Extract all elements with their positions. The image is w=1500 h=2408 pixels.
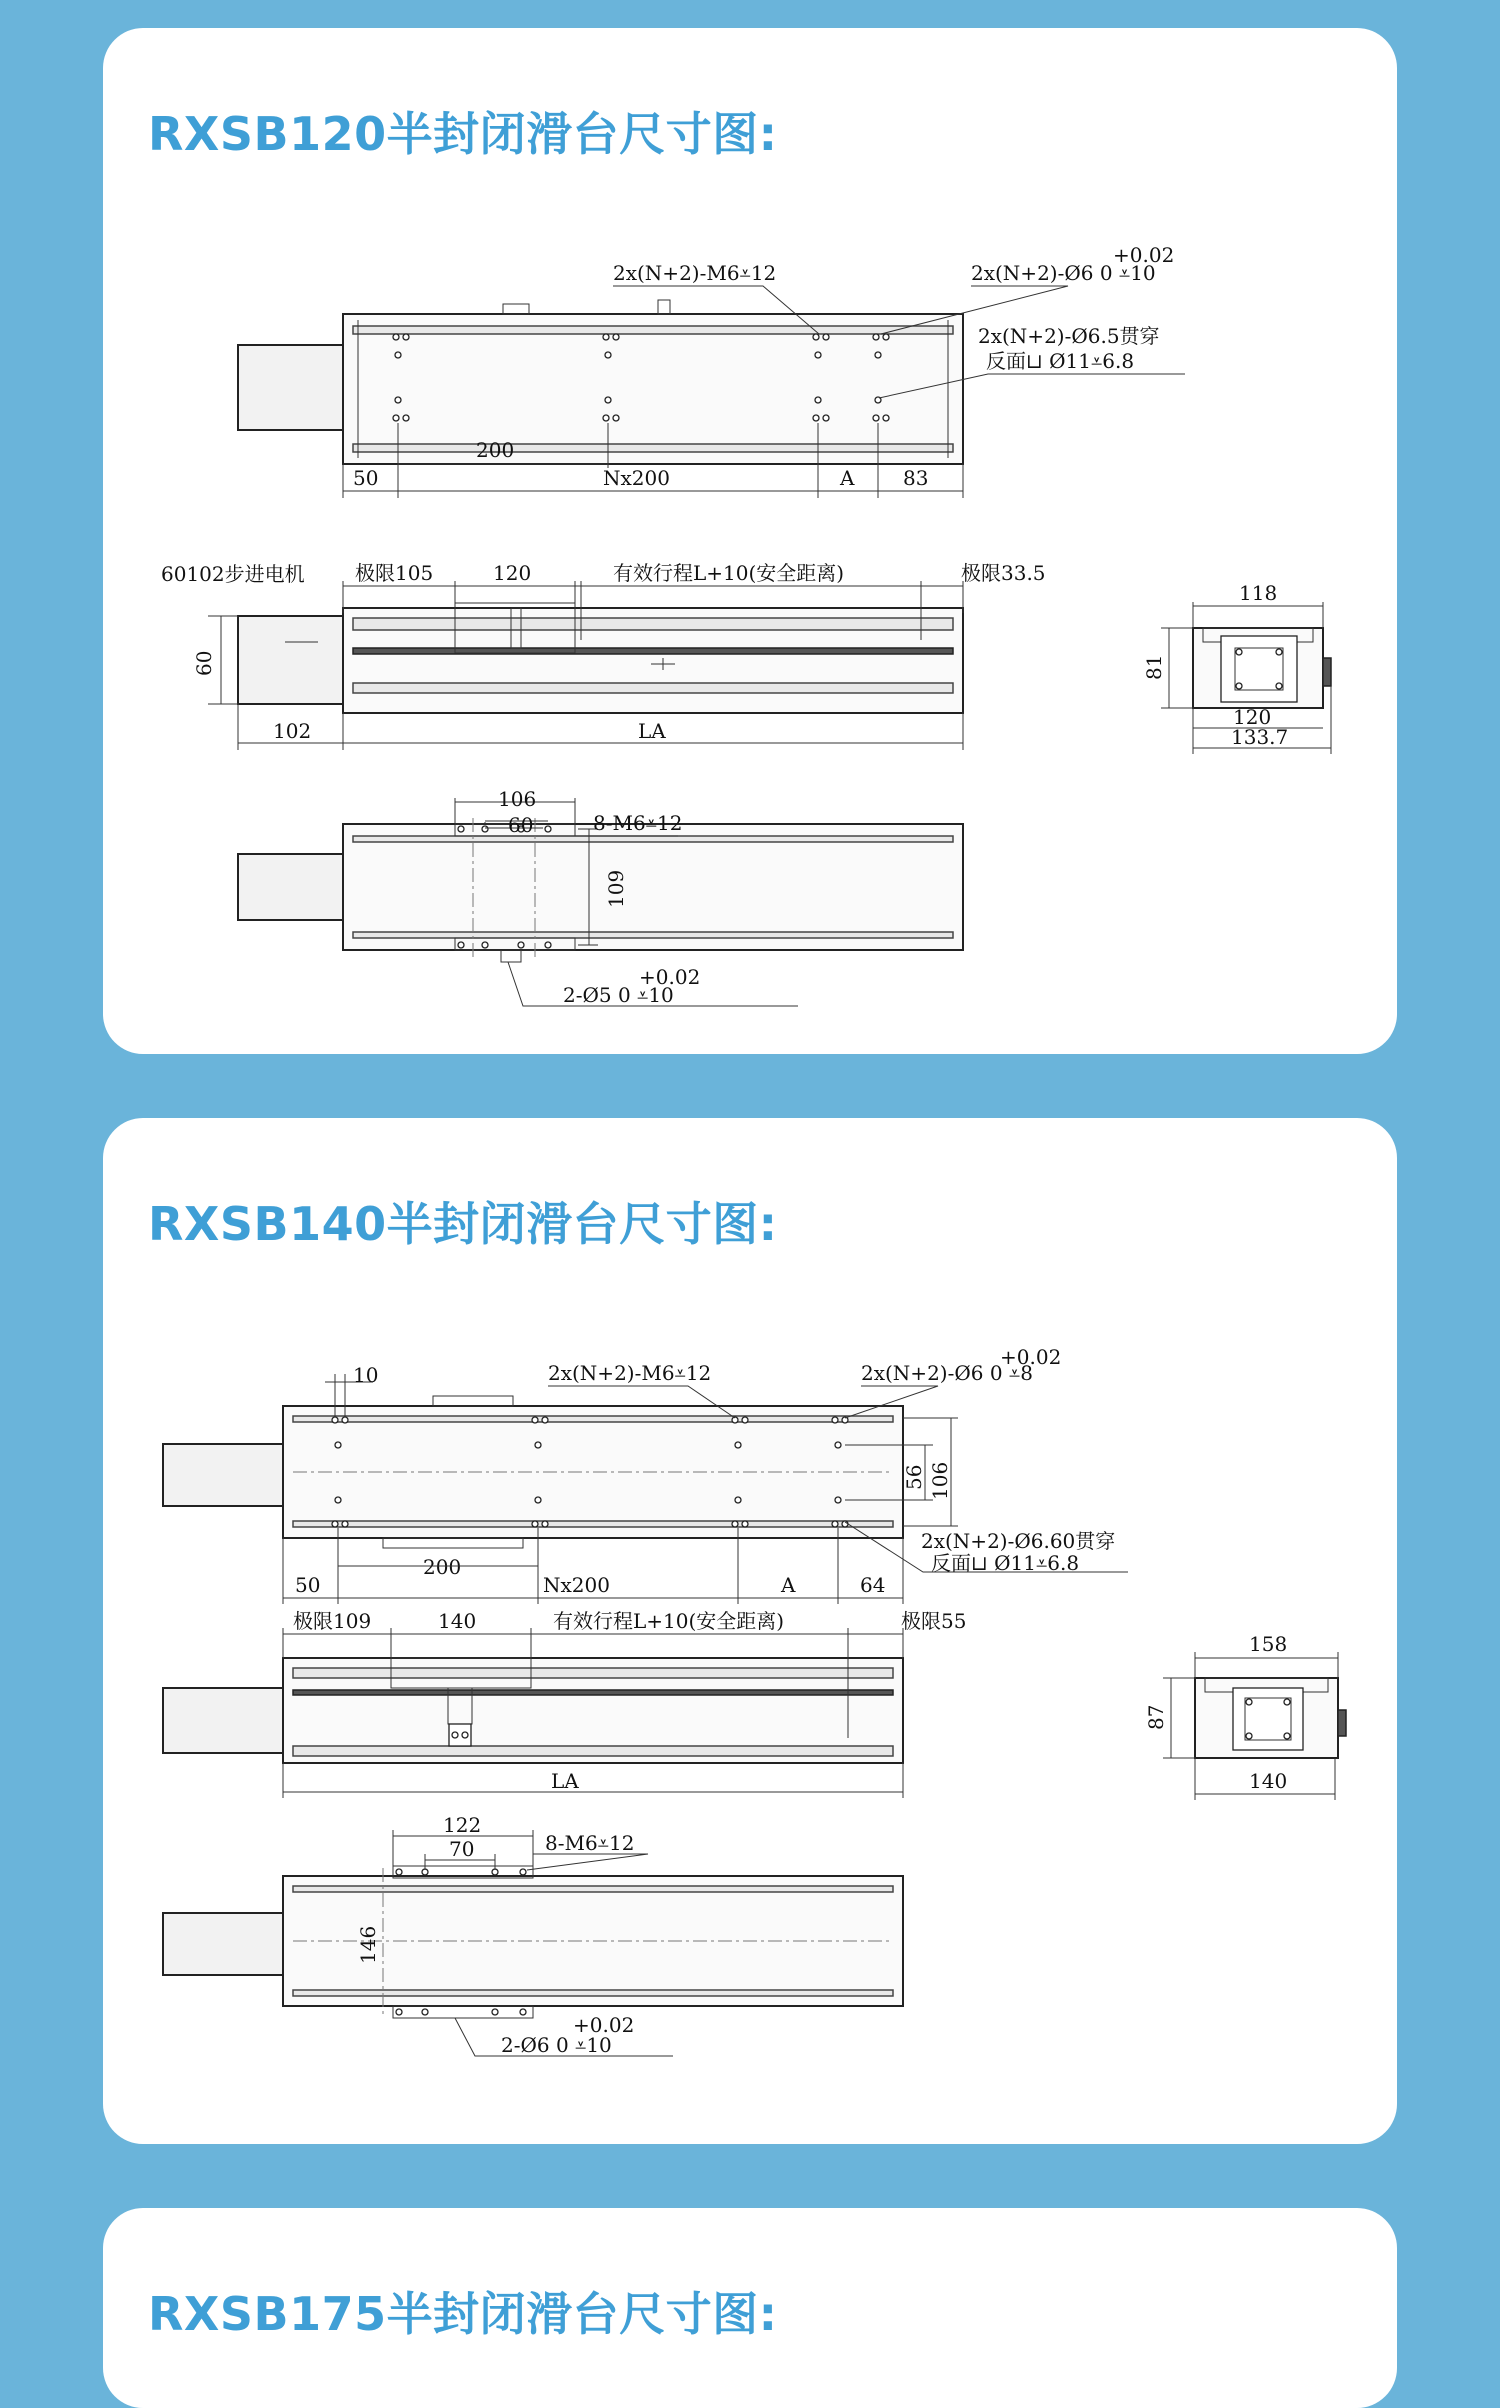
dim-64: 64	[860, 1573, 886, 1597]
dim-83: 83	[903, 466, 929, 490]
label-limit-left: 极限109	[293, 1609, 372, 1633]
label-counterbore: 反面⊔ Ø11⩡6.8	[986, 349, 1135, 373]
label-limit-right: 极限55	[901, 1609, 967, 1633]
top-view	[238, 243, 1185, 498]
dim-122: 122	[443, 1813, 482, 1837]
dim-60: 60	[192, 650, 216, 676]
side-view	[1142, 581, 1331, 754]
label-top-tap: 2x(N+2)-M6⩡12	[548, 1361, 712, 1385]
label-counterbore: 反面⊔ Ø11⩡6.8	[931, 1551, 1080, 1575]
dim-146: 146	[356, 1925, 380, 1964]
dim-nx200: Nx200	[603, 466, 670, 490]
bottom-view	[163, 1813, 903, 2057]
dim-la: LA	[638, 719, 666, 743]
dim-120: 120	[493, 561, 532, 585]
card-rxsb120	[103, 28, 1397, 1054]
label-bottom-pin-tol: +0.02	[639, 965, 701, 989]
card-rxsb140	[103, 1118, 1397, 2144]
side-view	[1144, 1632, 1346, 1800]
label-top-tap: 2x(N+2)-M6⩡12	[613, 261, 777, 285]
top-view	[163, 1345, 1128, 1604]
dim-10: 10	[353, 1363, 379, 1387]
dim-81: 81	[1142, 654, 1166, 680]
dim-102: 102	[273, 719, 312, 743]
dim-70: 70	[449, 1837, 475, 1861]
card-rxsb175	[103, 2208, 1397, 2408]
label-pin-tol: +0.02	[1113, 243, 1175, 267]
label-limit-right: 极限33.5	[961, 561, 1046, 585]
label-pin-tol: +0.02	[1000, 1345, 1062, 1369]
dim-la: LA	[551, 1769, 579, 1793]
dim-140: 140	[438, 1609, 477, 1633]
label-bottom-tap: 8-M6⩡12	[593, 811, 683, 835]
dim-200: 200	[423, 1555, 462, 1579]
label-bottom-pin: 2-Ø6 0 ⩡10	[501, 2033, 612, 2057]
dim-158: 158	[1249, 1632, 1288, 1656]
label-limit-left: 极限105	[355, 561, 434, 585]
dim-nx200: Nx200	[543, 1573, 610, 1597]
label-bottom-tap: 8-M6⩡12	[545, 1831, 635, 1855]
dim-50: 50	[353, 466, 379, 490]
dim-a: A	[840, 466, 855, 490]
dim-140-side: 140	[1249, 1769, 1288, 1793]
label-through: 2x(N+2)-Ø6.5贯穿	[978, 324, 1160, 348]
dim-56: 56	[902, 1464, 926, 1490]
dimension-drawing-rxsb140	[103, 1118, 1397, 2144]
label-top-pin: 2x(N+2)-Ø6 0 ⩡10	[971, 261, 1156, 285]
front-view	[163, 1609, 966, 1798]
dim-50: 50	[295, 1573, 321, 1597]
section-title: RXSB140半封闭滑台尺寸图:	[148, 1197, 778, 1251]
section-title: RXSB120半封闭滑台尺寸图:	[148, 107, 778, 161]
label-bottom-pin: 2-Ø5 0 ⩡10	[563, 983, 674, 1007]
dim-109: 109	[604, 869, 628, 908]
dim-87: 87	[1144, 1704, 1168, 1730]
dim-120-side: 120	[1233, 705, 1272, 729]
label-through: 2x(N+2)-Ø6.60贯穿	[921, 1529, 1116, 1553]
dim-106: 106	[498, 787, 537, 811]
dim-a: A	[781, 1573, 796, 1597]
section-title: RXSB175半封闭滑台尺寸图:	[148, 2287, 778, 2341]
label-top-pin: 2x(N+2)-Ø6 0 ⩡8	[861, 1361, 1033, 1385]
dim-106: 106	[928, 1461, 952, 1500]
label-effective-stroke: 有效行程L+10(安全距离)	[553, 1609, 785, 1633]
bottom-view	[238, 787, 963, 1007]
dim-133-7: 133.7	[1231, 725, 1289, 749]
dimension-drawing-rxsb120	[103, 28, 1397, 1054]
dim-60-bottom: 60	[508, 813, 534, 837]
label-effective-stroke: 有效行程L+10(安全距离)	[613, 561, 845, 585]
front-view	[161, 561, 1046, 750]
dim-200: 200	[476, 438, 515, 462]
label-bottom-pin-tol: +0.02	[573, 2013, 635, 2037]
dim-118: 118	[1239, 581, 1278, 605]
label-motor: 60102步进电机	[161, 562, 305, 586]
